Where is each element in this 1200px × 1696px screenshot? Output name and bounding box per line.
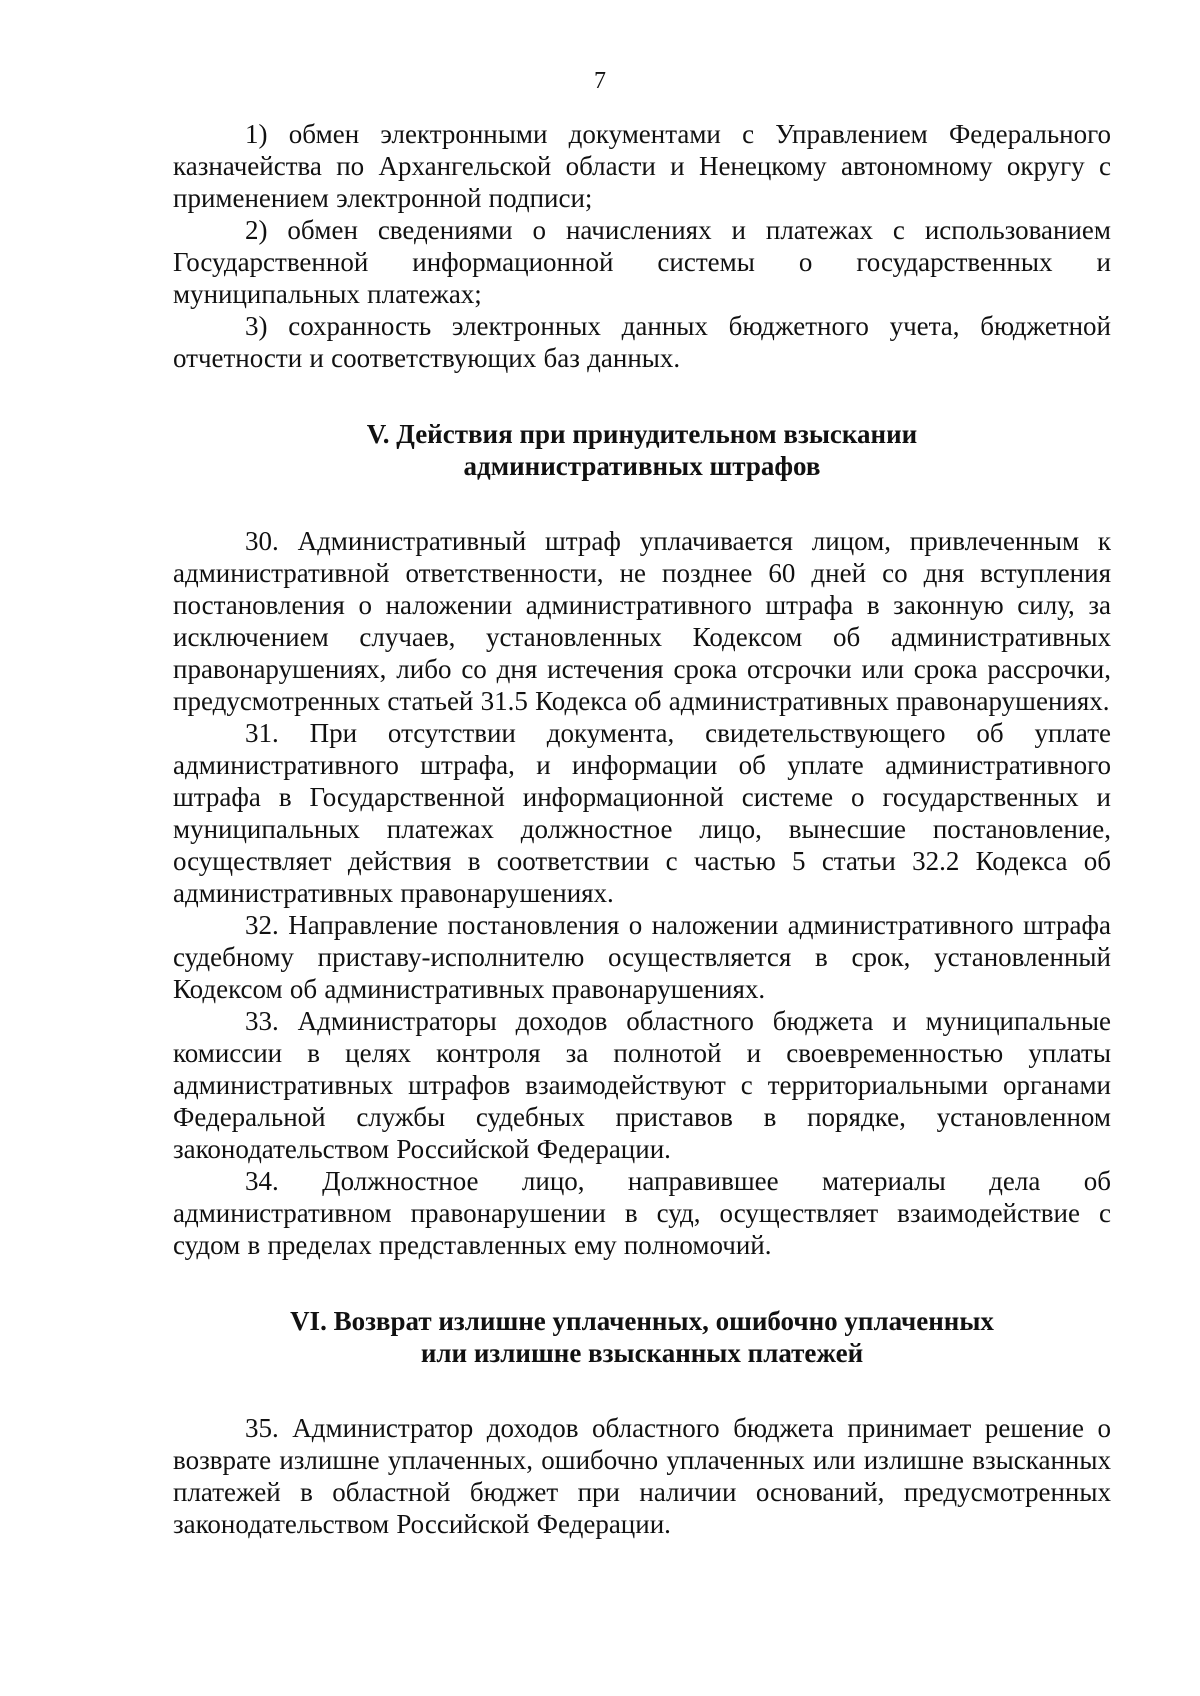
section-v-title-line-1: V. Действия при принудительном взыскании xyxy=(366,419,918,449)
section-vi-title-line-1: VI. Возврат излишне уплаченных, ошибочно уплаченных xyxy=(290,1306,994,1336)
page-number: 7 xyxy=(594,68,606,94)
section-vi-title-line-2: или излишне взысканных платежей xyxy=(420,1338,864,1368)
paragraph-33: 33. Администраторы доходов областного бюджета и муниципальные комиссии в целях контроля за полнотой и своевременностью уплаты административных штрафов взаимодействуют с территориальными органами Федеральной службы судебных приставов в порядке, установленном законодательством Российской Федерации. xyxy=(173,1006,1111,1164)
section-v-heading xyxy=(173,418,1111,482)
paragraph-item-2: 2) обмен сведениями о начислениях и платежах с использованием Государственной информационной системы о государственных и муниципальных платежах; xyxy=(173,215,1111,309)
paragraph-34: 34. Должностное лицо, направившее материалы дела об административном правонарушении в суд, осуществляет взаимодействие с судом в пределах представленных ему полномочий. xyxy=(173,1166,1111,1260)
paragraph-30: 30. Административный штраф уплачивается лицом, привлеченным к административной ответственности, не позднее 60 дней со дня вступления постановления о наложении административного штрафа в законную силу, за исключением случаев, установленных Кодексом об административных правонарушениях, либо со дня истечения срока отсрочки или срока рассрочки, предусмотренных статьей 31.5 Кодекса об административных правонарушениях. xyxy=(173,526,1111,716)
section-v-title-line-2: административных штрафов xyxy=(463,451,821,481)
paragraph-item-3: 3) сохранность электронных данных бюджетного учета, бюджетной отчетности и соответствующих баз данных. xyxy=(173,311,1111,373)
paragraph-32: 32. Направление постановления о наложении административного штрафа судебному приставу-исполнителю осуществляется в срок, установленный Кодексом об административных правонарушениях. xyxy=(173,910,1111,1004)
document-body xyxy=(173,118,1111,1540)
section-vi-heading xyxy=(173,1305,1111,1369)
paragraph-item-1: 1) обмен электронными документами с Управлением Федерального казначейства по Архангельской области и Ненецкому автономному округу с применением электронной подписи; xyxy=(173,119,1111,213)
paragraph-31: 31. При отсутствии документа, свидетельствующего об уплате административного штрафа, и информации об уплате административного штрафа в Государственной информационной системе о государственных и муниципальных платежах должностное лицо, вынесшие постановление, осуществляет действия в соответствии с частью 5 статьи 32.2 Кодекса об административных правонарушениях. xyxy=(173,718,1111,908)
paragraph-35: 35. Администратор доходов областного бюджета принимает решение о возврате излишне уплаченных, ошибочно уплаченных или излишне взысканных платежей в областной бюджет при наличии оснований, предусмотренных законодательством Российской Федерации. xyxy=(173,1413,1111,1539)
